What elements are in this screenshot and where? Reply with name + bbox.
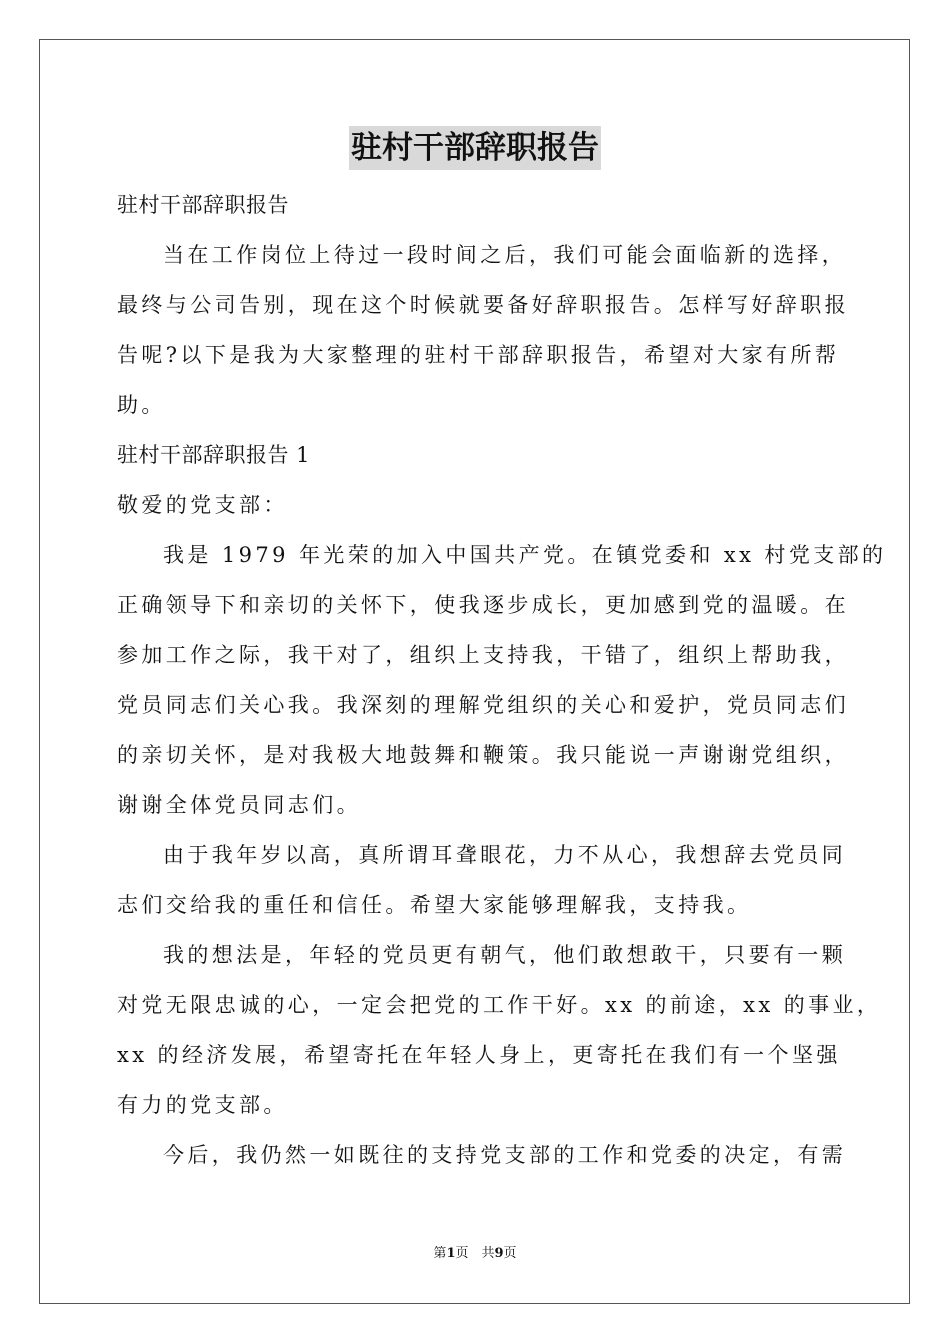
title-container: [0, 126, 950, 170]
footer-page-number: 1: [446, 1246, 456, 1261]
text-line: 最终与公司告别，现在这个时候就要备好辞职报告。怎样写好辞职报: [117, 293, 849, 317]
text-line: 告呢?以下是我为大家整理的驻村干部辞职报告，希望对大家有所帮: [117, 343, 840, 367]
text-line: 由于我年岁以高，真所谓耳聋眼花，力不从心，我想辞去党员同: [163, 843, 847, 867]
footer-prefix: 第: [433, 1246, 447, 1261]
page-footer: [0, 1245, 950, 1263]
section-heading: 驻村干部辞职报告: [117, 193, 289, 217]
text-line: 正确领导下和亲切的关怀下，使我逐步成长，更加感到党的温暖。在: [117, 593, 849, 617]
document-body: [117, 180, 887, 1180]
text-line: 对党无限忠诚的心，一定会把党的工作干好。xx 的前途，xx 的事业，: [117, 993, 882, 1017]
text-line: 志们交给我的重任和信任。希望大家能够理解我，支持我。: [117, 893, 752, 917]
text-line: 我的想法是，年轻的党员更有朝气，他们敢想敢干，只要有一颗: [163, 943, 847, 967]
text-line: 的亲切关怀，是对我极大地鼓舞和鞭策。我只能说一声谢谢党组织，: [117, 743, 849, 767]
footer-mid: 页 共: [455, 1246, 495, 1261]
text-line: 参加工作之际，我干对了，组织上支持我，干错了，组织上帮助我，: [117, 643, 849, 667]
text-line: 助。: [117, 393, 166, 417]
footer-page-total: 9: [494, 1246, 504, 1261]
text-line: 敬爱的党支部：: [117, 493, 288, 517]
footer-suffix: 页: [503, 1246, 517, 1261]
document-title: 驻村干部辞职报告: [349, 126, 601, 170]
text-line: 当在工作岗位上待过一段时间之后，我们可能会面临新的选择，: [163, 243, 847, 267]
text-line: 我是 1979 年光荣的加入中国共产党。在镇党委和 xx 村党支部的: [163, 543, 887, 567]
text-line: xx 的经济发展，希望寄托在年轻人身上，更寄托在我们有一个坚强: [117, 1043, 841, 1067]
text-line: 有力的党支部。: [117, 1093, 288, 1117]
text-line: 谢谢全体党员同志们。: [117, 793, 361, 817]
section-heading: 驻村干部辞职报告 1: [117, 443, 311, 467]
text-line: 今后，我仍然一如既往的支持党支部的工作和党委的决定，有需: [163, 1143, 847, 1167]
text-line: 党员同志们关心我。我深刻的理解党组织的关心和爱护，党员同志们: [117, 693, 849, 717]
